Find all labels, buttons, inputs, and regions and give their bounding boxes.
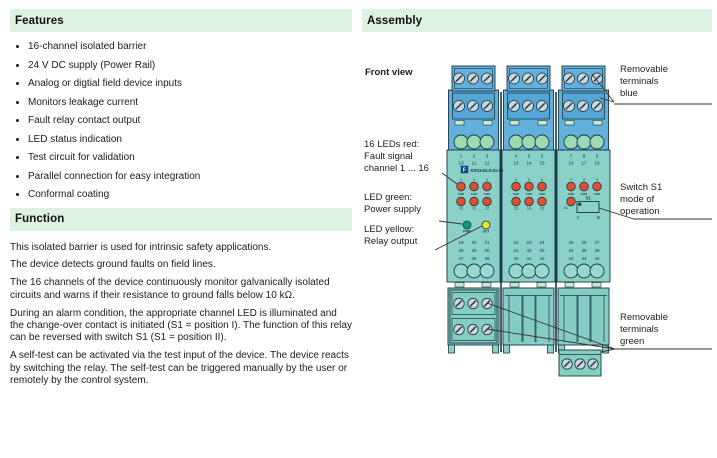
terminal-number: 40 bbox=[513, 256, 519, 261]
channel-label: 14 bbox=[526, 206, 532, 211]
terminal-number: 24 bbox=[539, 240, 545, 245]
model-label: KFD2-ELD-Ex16 bbox=[470, 168, 504, 174]
function-paragraph: This isolated barrier is used for intrinsic safety applications. bbox=[10, 241, 272, 253]
terminal-number: 12 bbox=[484, 160, 490, 166]
socket-hole bbox=[454, 264, 468, 278]
terminal-number: 4 bbox=[514, 153, 518, 159]
terminal-number: 7 bbox=[569, 153, 573, 159]
socket-hole bbox=[480, 264, 494, 278]
chk-label: CHK bbox=[567, 192, 575, 196]
terminal-number: 9 bbox=[595, 153, 599, 159]
function-paragraph: The device detects ground faults on field lines. bbox=[10, 259, 216, 271]
function-section-header bbox=[10, 208, 352, 231]
test-socket bbox=[535, 135, 549, 149]
terminal-screw bbox=[454, 73, 465, 84]
features-section-header bbox=[10, 9, 352, 32]
callout-leds-red bbox=[364, 139, 429, 174]
channel-label: 4 bbox=[514, 178, 518, 182]
socket-hole bbox=[522, 264, 536, 278]
terminal-row-blue bbox=[508, 93, 550, 119]
terminal-screw bbox=[468, 101, 479, 112]
callout-line: blue bbox=[620, 87, 638, 99]
callout-line: Relay output bbox=[364, 235, 418, 247]
channel-label: 6 bbox=[540, 178, 544, 182]
terminal-screw bbox=[523, 101, 534, 112]
socket-hole bbox=[535, 264, 549, 278]
terminal-number: 16 bbox=[568, 160, 574, 166]
terminal-number: 39 bbox=[484, 256, 490, 261]
terminal-screw bbox=[578, 73, 589, 84]
terminal-number: 20 bbox=[471, 240, 477, 245]
tab bbox=[593, 121, 602, 126]
function-title: Function bbox=[15, 213, 65, 225]
terminal-number: 1 bbox=[459, 153, 463, 159]
module-body bbox=[557, 150, 610, 282]
tab bbox=[538, 121, 547, 126]
terminal-screw bbox=[578, 101, 589, 112]
test-socket bbox=[564, 135, 578, 149]
terminal-screw bbox=[564, 101, 575, 112]
callout-led-green bbox=[364, 192, 421, 216]
channel-label: 2 bbox=[472, 178, 476, 182]
callout-line: Switch S1 bbox=[620, 182, 663, 193]
channel-label: 11 bbox=[472, 206, 476, 211]
tab bbox=[482, 283, 491, 288]
terminal-screw bbox=[482, 298, 492, 308]
terminal-screw bbox=[468, 324, 478, 334]
chk-label: CHK bbox=[525, 192, 533, 196]
terminal-number: 31 bbox=[513, 248, 519, 253]
right-column bbox=[362, 9, 712, 432]
module-body bbox=[502, 150, 555, 282]
removable-terminal-green-detached bbox=[559, 350, 601, 376]
terminal-screw bbox=[468, 73, 479, 84]
callout-line: green bbox=[620, 335, 645, 347]
feature-item: • 24 V DC supply (Power Rail) bbox=[28, 60, 352, 72]
terminal-screw bbox=[588, 359, 598, 369]
feature-item: • Monitors leakage current bbox=[28, 97, 352, 109]
mounting-foot bbox=[493, 345, 499, 353]
mounting-foot bbox=[504, 345, 510, 353]
callout-line: terminals bbox=[620, 75, 659, 87]
led-red bbox=[593, 182, 602, 191]
socket-hole bbox=[564, 264, 578, 278]
chk-label: CHK bbox=[470, 192, 478, 196]
tab bbox=[510, 121, 519, 126]
terminal-number: 45 bbox=[594, 256, 600, 261]
terminal-number: 27 bbox=[594, 240, 600, 245]
feature-item: • Analog or digtial field device inputs bbox=[28, 78, 352, 90]
feature-item: • Test circuit for validation bbox=[28, 152, 352, 164]
socket-hole bbox=[467, 264, 481, 278]
callout-line: mode of bbox=[620, 193, 655, 205]
function-text bbox=[10, 242, 352, 388]
s1-lever bbox=[578, 203, 581, 206]
terminal-number: 15 bbox=[539, 160, 545, 166]
mounting-foot bbox=[449, 345, 455, 353]
feature-item: • Fault relay contact output bbox=[28, 115, 352, 127]
terminal-number: 6 bbox=[540, 153, 544, 159]
terminal-number: 44 bbox=[581, 256, 587, 261]
callout-line: Removable bbox=[620, 312, 669, 323]
removable-terminal-blue bbox=[562, 66, 605, 91]
s1-pos-i: I bbox=[577, 215, 579, 220]
channel-label: 7 bbox=[569, 178, 573, 182]
terminal-number: 41 bbox=[526, 256, 532, 261]
socket-hole bbox=[509, 264, 523, 278]
callout-terminals-green bbox=[620, 312, 668, 347]
led-green-pwr bbox=[463, 221, 471, 229]
socket-hole bbox=[590, 264, 604, 278]
tab bbox=[565, 121, 574, 126]
s1-pos-ii: II bbox=[597, 215, 600, 220]
pf-logo-glyph: F bbox=[462, 167, 467, 174]
terminal-screw bbox=[482, 73, 493, 84]
terminal-number: 26 bbox=[581, 240, 587, 245]
terminal-number: 8 bbox=[582, 153, 586, 159]
led-red bbox=[538, 197, 547, 206]
callout-line: LED yellow: bbox=[364, 224, 415, 235]
terminal-row-blue bbox=[453, 93, 495, 119]
function-paragraph: During an alarm condition, the appropriate channel LED is illuminated and the change-over contact is initiated (S1 = position I). The function of this relay can be reversed with switch S1 (S1 = position II). bbox=[10, 307, 352, 344]
terminal-number: 32 bbox=[526, 248, 532, 253]
terminal-screw bbox=[454, 324, 464, 334]
mounting-foot bbox=[548, 345, 554, 353]
pwr-label: PWR bbox=[463, 229, 471, 234]
callout-terminals-blue bbox=[620, 64, 668, 99]
terminal-number: 33 bbox=[539, 248, 545, 253]
terminal-number: 43 bbox=[568, 256, 574, 261]
channel-label: 12 bbox=[484, 206, 490, 211]
tab bbox=[537, 283, 546, 288]
assembly-title: Assembly bbox=[367, 14, 423, 27]
callout-line: LED green: bbox=[364, 192, 413, 203]
callout-led-yellow bbox=[364, 224, 417, 248]
channel-label: 5 bbox=[527, 178, 531, 182]
led-red bbox=[525, 182, 534, 191]
led-red bbox=[567, 182, 576, 191]
terminal-number: 36 bbox=[594, 248, 600, 253]
front-view-label: Front view bbox=[365, 67, 413, 78]
terminal-number: 11 bbox=[471, 160, 477, 166]
terminal-screw bbox=[537, 73, 548, 84]
callout-line: 16 LEDs red: bbox=[364, 139, 420, 150]
led-red bbox=[457, 197, 466, 206]
terminal-number: 22 bbox=[513, 240, 519, 245]
led-red bbox=[483, 197, 492, 206]
callout-switch-s1 bbox=[620, 182, 662, 217]
terminal-screw bbox=[523, 73, 534, 84]
terminal-screw bbox=[454, 298, 464, 308]
removable-terminal-blue bbox=[452, 66, 495, 91]
terminal-number: 38 bbox=[471, 256, 477, 261]
terminal-screw bbox=[564, 73, 575, 84]
led-yellow-out bbox=[482, 221, 490, 229]
tab bbox=[565, 283, 574, 288]
led-red bbox=[525, 197, 534, 206]
terminal-number: 28 bbox=[458, 248, 464, 253]
test-socket bbox=[590, 135, 604, 149]
test-socket bbox=[480, 135, 494, 149]
tab bbox=[483, 121, 492, 126]
led-red bbox=[512, 182, 521, 191]
callout-line: Fault signal bbox=[364, 150, 413, 162]
led-red bbox=[580, 182, 589, 191]
channel-label: 8 bbox=[582, 178, 586, 182]
test-socket bbox=[577, 135, 591, 149]
terminal-screw bbox=[592, 101, 603, 112]
terminal-screw bbox=[509, 73, 520, 84]
test-socket bbox=[522, 135, 536, 149]
callout-line: channel 1 ... 16 bbox=[364, 162, 429, 174]
terminal-number: 25 bbox=[568, 240, 574, 245]
tab bbox=[592, 283, 601, 288]
terminal-number: 2 bbox=[472, 153, 476, 159]
feature-item: • 16-channel isolated barrier bbox=[28, 41, 352, 53]
feature-item: • Parallel connection for easy integration bbox=[28, 171, 352, 183]
chk-label: CHK bbox=[483, 192, 491, 196]
chk-label: CHK bbox=[538, 192, 546, 196]
terminal-number: 42 bbox=[539, 256, 545, 261]
assembly-section-header bbox=[362, 9, 712, 32]
callout-line: operation bbox=[620, 205, 660, 217]
chk-label: CHK bbox=[457, 192, 465, 196]
terminal-screw bbox=[562, 359, 572, 369]
terminal-number: 30 bbox=[484, 248, 490, 253]
terminal-row-blue bbox=[563, 93, 605, 119]
terminal-number: 14 bbox=[526, 160, 532, 166]
function-paragraph: The 16 channels of the device continuously monitor galvanically isolated circuits and warns if their resistance to ground falls below 10 kΩ. bbox=[10, 277, 330, 301]
test-socket bbox=[454, 135, 468, 149]
channel-label: 13 bbox=[513, 206, 519, 211]
terminal-number: 19 bbox=[458, 240, 464, 245]
callout-line: terminals bbox=[620, 323, 659, 335]
chk-label: CHK bbox=[512, 192, 520, 196]
removable-terminal-blue bbox=[507, 66, 550, 91]
s1-label: S1 bbox=[585, 195, 591, 201]
led-red bbox=[470, 182, 479, 191]
led-red bbox=[457, 182, 466, 191]
led-red bbox=[470, 197, 479, 206]
assembly-figure bbox=[362, 40, 712, 432]
chk-label: CHK bbox=[580, 192, 588, 196]
terminal-screw bbox=[482, 101, 493, 112]
channel-label: 16 bbox=[563, 206, 568, 210]
features-title: Features bbox=[15, 14, 64, 27]
led-red-16 bbox=[567, 197, 576, 206]
terminal-number: 37 bbox=[458, 256, 464, 261]
features-list bbox=[10, 41, 352, 201]
feature-item: • Conformal coating bbox=[28, 189, 352, 201]
terminal-socket bbox=[558, 288, 609, 345]
terminal-number: 21 bbox=[484, 240, 490, 245]
test-socket bbox=[509, 135, 523, 149]
function-paragraph: A self-test can be activated via the test input of the device. The device reacts by switching the relay. The self-test can be triggered manually by the user or remotely by the control system. bbox=[10, 350, 349, 387]
test-socket bbox=[467, 135, 481, 149]
led-red bbox=[483, 182, 492, 191]
device-front-view bbox=[447, 66, 610, 376]
terminal-number: 18 bbox=[594, 160, 600, 166]
out-label: OUT bbox=[482, 229, 490, 234]
terminal-socket bbox=[503, 288, 554, 345]
tab bbox=[455, 121, 464, 126]
left-column bbox=[10, 9, 352, 393]
chk-label: CHK bbox=[593, 192, 601, 196]
terminal-number: 29 bbox=[471, 248, 477, 253]
terminal-number: 23 bbox=[526, 240, 532, 245]
callout-line: Removable bbox=[620, 64, 669, 75]
terminal-screw bbox=[468, 298, 478, 308]
terminal-screw bbox=[537, 101, 548, 112]
terminal-number: 5 bbox=[527, 153, 531, 159]
removable-terminal-green-installed bbox=[450, 290, 497, 343]
channel-label: 1 bbox=[459, 178, 463, 182]
terminal-screw bbox=[592, 73, 603, 84]
terminal-number: 17 bbox=[581, 160, 587, 166]
channel-label: 15 bbox=[539, 206, 545, 211]
socket-hole bbox=[577, 264, 591, 278]
channel-label: 9 bbox=[595, 178, 599, 182]
terminal-number: 10 bbox=[458, 160, 464, 166]
terminal-number: 3 bbox=[485, 153, 489, 159]
terminal-number: 35 bbox=[581, 248, 587, 253]
terminal-screw bbox=[575, 359, 585, 369]
led-red bbox=[512, 197, 521, 206]
led-red bbox=[538, 182, 547, 191]
terminal-number: 13 bbox=[513, 160, 519, 166]
terminal-number: 34 bbox=[568, 248, 574, 253]
channel-label: 10 bbox=[458, 206, 464, 211]
terminal-screw bbox=[509, 101, 520, 112]
terminal-screw bbox=[454, 101, 465, 112]
channel-label: 3 bbox=[485, 178, 489, 182]
callout-line: Power supply bbox=[364, 203, 422, 215]
tab bbox=[510, 283, 519, 288]
tab bbox=[455, 283, 464, 288]
feature-item: • LED status indication bbox=[28, 134, 352, 146]
